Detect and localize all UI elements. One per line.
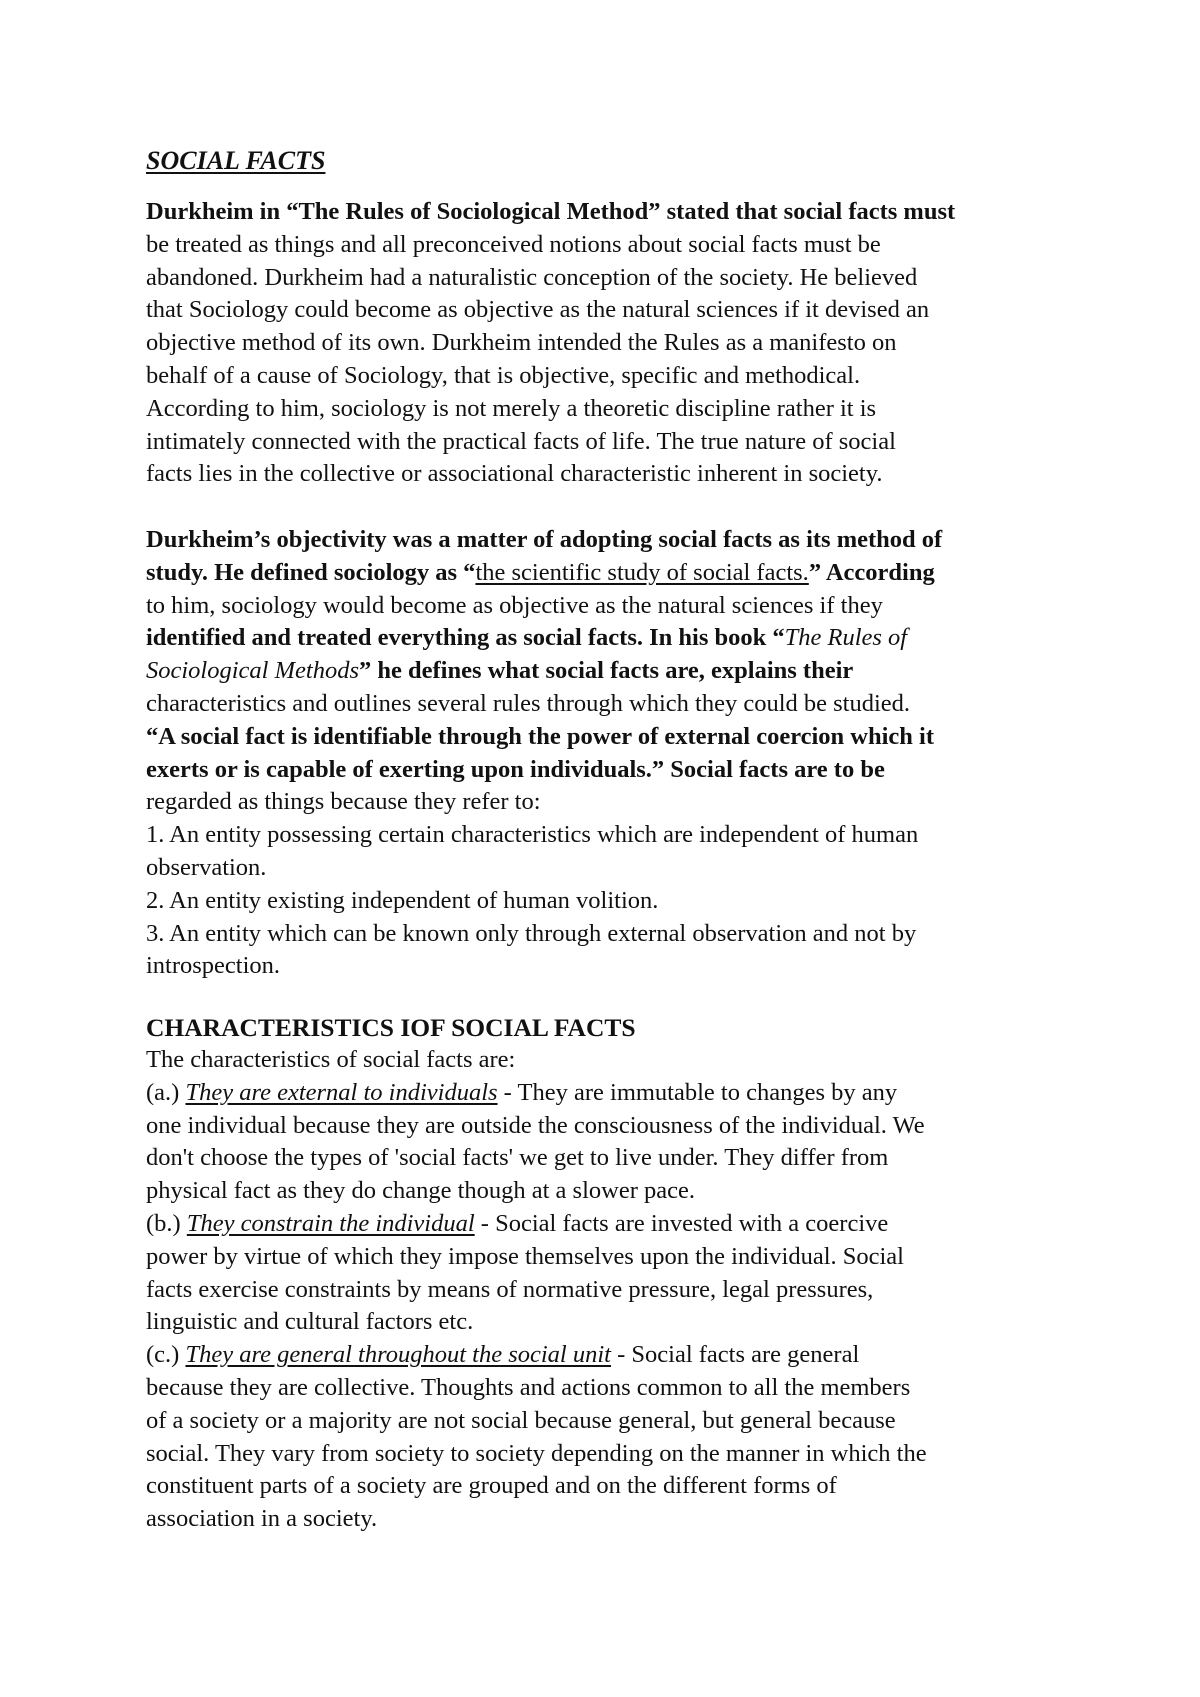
text-run: - Social facts are invested with a coercive: [474, 1209, 889, 1237]
text-line: [146, 1372, 1076, 1405]
text-run: ” According: [808, 558, 935, 586]
text-line: [146, 1208, 1076, 1241]
text-run: behalf of a cause of Sociology, that is objective, specific and methodical.: [146, 361, 861, 389]
text-line: [146, 458, 1076, 491]
text-line: [146, 819, 1076, 852]
text-line: [146, 1274, 1076, 1307]
text-line: [146, 294, 1076, 327]
text-run: 3. An entity which can be known only through external observation and not by: [146, 919, 917, 947]
text-line: [146, 655, 1076, 688]
text-run: Durkheim in “The Rules of Sociological Method” stated that social facts must: [146, 198, 956, 225]
text-line: [146, 393, 1076, 426]
text-line: [146, 590, 1076, 623]
text-run: 2. An entity existing independent of human volition.: [146, 886, 659, 914]
text-run: don't choose the types of 'social facts' we get to live under. They differ from: [146, 1144, 889, 1172]
text-run: introspection.: [146, 952, 281, 980]
text-line: [146, 524, 1076, 557]
text-run: intimately connected with the practical facts of life. The true nature of social: [146, 427, 896, 455]
text-run: the scientific study of social facts.: [475, 558, 809, 586]
text-run: regarded as things because they refer to:: [146, 788, 541, 816]
text-run: 1. An entity possessing certain characteristics which are independent of human: [146, 821, 919, 849]
text-run: association in a society.: [146, 1505, 378, 1533]
text-line: [146, 1044, 1076, 1077]
text-run: be treated as things and all preconceived notions about social facts must be: [146, 230, 881, 258]
text-line: [146, 327, 1076, 360]
text-line: [146, 1241, 1076, 1274]
text-run: - Social facts are general: [610, 1341, 860, 1369]
text-line: [146, 1470, 1076, 1503]
text-run: They constrain the individual: [186, 1209, 475, 1237]
text-run: power by virtue of which they impose themselves upon the individual. Social: [146, 1242, 904, 1270]
text-line: [146, 950, 1076, 983]
text-line: [146, 557, 1076, 590]
text-run: - They are immutable to changes by any: [497, 1078, 898, 1106]
text-line: [146, 1503, 1076, 1536]
text-line: [146, 426, 1076, 459]
text-run: characteristics and outlines several rules through which they could be studied.: [146, 689, 911, 717]
text-run: Sociological Methods: [146, 657, 359, 685]
text-run: linguistic and cultural factors etc.: [146, 1308, 474, 1336]
text-line: [146, 1306, 1076, 1339]
text-run: social. They vary from society to society depending on the manner in which the: [146, 1439, 927, 1467]
text-run: (c.): [146, 1341, 186, 1369]
text-run: facts exercise constraints by means of normative pressure, legal pressures,: [146, 1275, 874, 1303]
section-heading-characteristics: CHARACTERISTICS IOF SOCIAL FACTS: [146, 1013, 636, 1042]
text-line: [146, 1077, 1076, 1110]
text-run: They are external to individuals: [185, 1078, 498, 1106]
text-line: [146, 1339, 1076, 1372]
text-run: facts lies in the collective or associational characteristic inherent in society.: [146, 460, 883, 488]
text-run: Durkheim’s objectivity was a matter of adopting social facts as its method of: [146, 526, 943, 553]
text-line: [146, 196, 1076, 229]
text-run: that Sociology could become as objective as the natural sciences if it devised an: [146, 296, 930, 324]
text-run: because they are collective. Thoughts and actions common to all the members: [146, 1373, 911, 1401]
paragraph-intro: [146, 196, 1076, 491]
text-run: one individual because they are outside the consciousness of the individual. We: [146, 1111, 925, 1139]
text-run: ” he defines what social facts are, explains their: [358, 657, 854, 685]
text-line: [146, 688, 1076, 721]
text-run: The Rules of: [784, 624, 908, 652]
text-line: [146, 721, 1076, 754]
text-line: [146, 360, 1076, 393]
text-line: [146, 1110, 1076, 1143]
text-line: [146, 622, 1076, 655]
text-run: (a.): [146, 1078, 186, 1106]
text-run: According to him, sociology is not merely a theoretic discipline rather it is: [146, 394, 877, 422]
text-line: [146, 885, 1076, 918]
text-line: [146, 786, 1076, 819]
text-line: [146, 918, 1076, 951]
text-run: “A social fact is identifiable through the power of external coercion which it: [146, 722, 935, 750]
text-line: [146, 1142, 1076, 1175]
text-line: [146, 1438, 1076, 1471]
text-line: [146, 754, 1076, 787]
text-run: objective method of its own. Durkheim intended the Rules as a manifesto on: [146, 329, 897, 357]
text-run: constituent parts of a society are grouped and on the different forms of: [146, 1472, 837, 1500]
text-line: [146, 1405, 1076, 1438]
paragraph-characteristics: [146, 1044, 1076, 1536]
text-run: identified and treated everything as social facts. In his book “: [146, 624, 785, 652]
text-run: study. He defined sociology as “: [146, 558, 476, 586]
document-title: SOCIAL FACTS: [146, 146, 326, 175]
text-run: of a society or a majority are not social because general, but general because: [146, 1406, 896, 1434]
text-line: [146, 852, 1076, 885]
text-line: [146, 229, 1076, 262]
text-run: physical fact as they do change though at a slower pace.: [146, 1177, 696, 1205]
paragraph-objectivity: [146, 524, 1076, 983]
text-run: observation.: [146, 853, 267, 881]
text-run: They are general throughout the social unit: [185, 1341, 611, 1369]
text-line: [146, 1175, 1076, 1208]
text-run: (b.): [146, 1209, 187, 1237]
text-run: The characteristics of social facts are:: [146, 1046, 516, 1073]
text-run: to him, sociology would become as objective as the natural sciences if they: [146, 591, 883, 619]
text-run: abandoned. Durkheim had a naturalistic conception of the society. He believed: [146, 263, 918, 291]
text-run: exerts or is capable of exerting upon individuals.” Social facts are to be: [146, 755, 885, 783]
text-line: [146, 262, 1076, 295]
